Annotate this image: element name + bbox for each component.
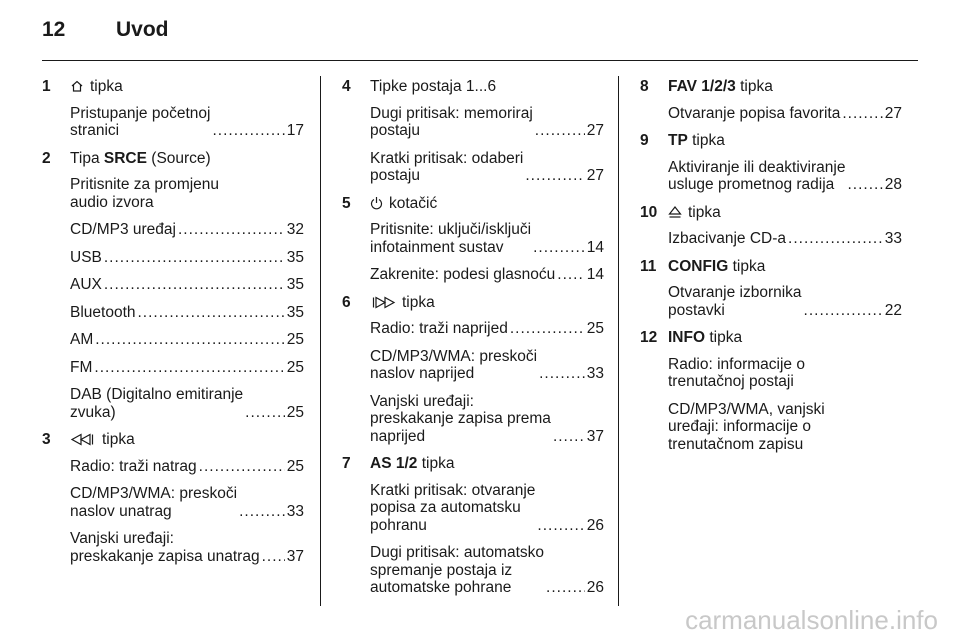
column-2 [342, 78, 604, 597]
leader-dots [104, 249, 285, 267]
header-rule [42, 60, 918, 61]
column-1 [42, 78, 304, 565]
list-item-12 [640, 329, 902, 347]
home-icon [70, 79, 84, 93]
page-header [42, 18, 169, 42]
page-reference [370, 221, 604, 256]
ref-label: Pristupanje početnoj stranici [70, 104, 211, 139]
item-number: 10 [640, 203, 658, 221]
page-reference [370, 482, 604, 535]
page-ref: 37 [586, 427, 604, 445]
ref-label: Otvaranje izbornika postavki [668, 284, 802, 319]
item-title: tipka [402, 293, 435, 311]
ref-label: USB [70, 248, 102, 266]
page-reference [668, 159, 902, 194]
page-ref: 25 [286, 331, 304, 348]
item-title: tipka [709, 329, 743, 346]
list-item-9 [640, 132, 902, 150]
leader-dots [95, 331, 285, 349]
leader-dots [178, 221, 285, 239]
ref-label: CD/MP3/WMA: preskoči naslov unatrag [70, 485, 238, 520]
ref-label: CD/MP3 uređaj [70, 221, 176, 238]
item-title: tipka [740, 78, 773, 95]
item-number: 1 [42, 78, 51, 95]
page-number: 12 [42, 18, 66, 41]
page-ref: 37 [286, 547, 304, 565]
watermark: carmanualsonline.info [685, 605, 938, 635]
page-reference [70, 530, 304, 565]
list-item-11 [640, 258, 902, 276]
leader-dots [535, 122, 585, 140]
item-description: Pritisnite za promjenu audio izvora [70, 176, 220, 211]
page-ref: 25 [286, 358, 304, 376]
page-reference [70, 276, 304, 294]
ref-label: DAB (Digitalno emitiranje zvuka) [70, 386, 244, 421]
leader-dots [788, 230, 883, 248]
ref-label: Otvaranje popisa favorita [668, 104, 841, 122]
item-number: 4 [342, 78, 351, 95]
leader-dots [557, 266, 584, 284]
column-divider [618, 76, 619, 606]
ref-label: CD/MP3/WMA: preskoči naslov naprijed [370, 347, 538, 382]
section-title: Uvod [116, 18, 169, 41]
page-ref: 14 [586, 266, 604, 283]
page-ref: 28 [884, 176, 902, 193]
item-title: tipka [732, 257, 766, 275]
seek-back-icon [70, 433, 96, 446]
item-number: 12 [640, 329, 658, 346]
ref-label: Pritisnite: uključi/isključi infotainment sustav [370, 221, 532, 256]
page-ref: 26 [586, 516, 604, 534]
item-suffix: (Source) [151, 149, 211, 167]
page-ref: 35 [286, 248, 304, 266]
page-ref: 25 [586, 320, 604, 337]
leader-dots [842, 105, 882, 123]
leader-dots [212, 122, 284, 140]
item-number: 9 [640, 132, 649, 149]
item-title: Tipke postaja 1...6 [370, 78, 497, 95]
page-ref: 27 [586, 122, 604, 139]
leader-dots [262, 548, 285, 566]
item-title: tipka [102, 431, 135, 448]
page-reference [70, 359, 304, 377]
leader-dots [553, 428, 585, 446]
page-ref: 26 [586, 579, 604, 596]
list-item-4 [342, 78, 604, 96]
leader-dots [847, 176, 882, 194]
ref-label: AM [70, 331, 94, 348]
page-reference [70, 485, 304, 520]
page-ref: 14 [586, 238, 604, 256]
item-number: 5 [342, 194, 351, 212]
ref-label: Kratki pritisak: odaberi postaju [370, 149, 524, 184]
ref-label: Kratki pritisak: otvaranje popisa za automatsku pohranu [370, 481, 536, 534]
page-reference [70, 458, 304, 476]
leader-dots [510, 320, 585, 338]
leader-dots [138, 304, 285, 322]
page-ref: 27 [586, 167, 604, 184]
list-item-6 [342, 294, 604, 312]
ref-label: Vanjski uređaji: preskakanje zapisa unatrag [70, 530, 260, 565]
item-title: tipka [90, 78, 123, 95]
item-title: tipka [688, 203, 721, 221]
item-title: kotačić [389, 194, 438, 212]
item-number: 7 [342, 455, 351, 472]
item-description: Radio: informacije o trenutačnoj postaji [668, 355, 805, 390]
ref-label: Radio: traži natrag [70, 457, 197, 475]
leader-dots [546, 579, 585, 597]
page-reference [70, 386, 304, 421]
ref-label: Dugi pritisak: memoriraj postaju [370, 104, 533, 139]
page-ref: 33 [884, 230, 902, 247]
page-reference [70, 331, 304, 349]
page-ref: 22 [884, 301, 902, 319]
leader-dots [104, 276, 285, 294]
page-reference [70, 304, 304, 322]
list-item-5 [342, 195, 604, 213]
list-item-8 [640, 78, 902, 96]
page-reference [370, 348, 604, 383]
item-number: 2 [42, 149, 51, 167]
page-ref: 25 [286, 457, 304, 475]
ref-label: Zakrenite: podesi glasnoću [370, 266, 556, 283]
list-item-1 [42, 78, 304, 96]
list-item-2 [42, 150, 304, 168]
leader-dots [539, 365, 585, 383]
page-reference [370, 393, 604, 446]
ref-label: Aktiviranje ili deaktiviranje usluge prometnog radija [668, 158, 846, 193]
item-number: 3 [42, 431, 51, 448]
list-item-10 [640, 204, 902, 222]
ref-label: Dugi pritisak: automatsko spremanje postaja iz automatske pohrane [370, 544, 545, 596]
key-name: CONFIG [668, 257, 729, 275]
power-icon [370, 196, 383, 210]
page-reference [370, 544, 604, 597]
page-reference [370, 150, 604, 185]
column-3 [640, 78, 902, 453]
page-ref: 25 [286, 403, 304, 421]
key-name: FAV 1/2/3 [668, 78, 736, 95]
column-divider [320, 76, 321, 606]
leader-dots [199, 458, 285, 476]
leader-dots [533, 239, 585, 257]
leader-dots [245, 404, 285, 422]
leader-dots [537, 517, 584, 535]
item-prefix: Tipa [70, 149, 100, 167]
ref-label: Vanjski uređaji: preskakanje zapisa prema naprijed [370, 392, 551, 445]
leader-dots [94, 359, 284, 377]
eject-icon [668, 205, 682, 219]
page-ref: 27 [884, 104, 902, 122]
key-name: AS 1/2 [370, 455, 418, 472]
page-reference [70, 221, 304, 239]
page-reference [668, 105, 902, 123]
page-reference [370, 105, 604, 140]
leader-dots [525, 167, 584, 185]
seek-forward-icon [370, 296, 396, 309]
ref-label: FM [70, 358, 93, 376]
page-ref: 32 [286, 221, 304, 238]
page-ref: 35 [286, 303, 304, 321]
ref-label: Radio: traži naprijed [370, 320, 508, 337]
page-ref: 17 [286, 122, 304, 139]
page-ref: 35 [286, 276, 304, 293]
leader-dots [239, 503, 285, 521]
page-reference [70, 105, 304, 140]
page-ref: 33 [286, 502, 304, 520]
list-item-7 [342, 455, 604, 473]
item-number: 11 [640, 257, 657, 275]
ref-label: Izbacivanje CD-a [668, 230, 787, 247]
page-reference [370, 266, 604, 284]
item-title: tipka [692, 132, 725, 149]
page-reference [668, 284, 902, 319]
ref-label: AUX [70, 276, 102, 293]
key-name: INFO [668, 329, 706, 346]
page-reference [370, 320, 604, 338]
item-title: tipka [421, 455, 455, 472]
page-ref: 33 [586, 365, 604, 382]
page-reference [668, 230, 902, 248]
item-description: CD/MP3/WMA, vanjski uređaji: informacije o trenutačnom zapisu [668, 400, 825, 453]
ref-label: Bluetooth [70, 303, 136, 321]
item-number: 6 [342, 293, 351, 311]
list-item-3 [42, 431, 304, 449]
page-reference [70, 249, 304, 267]
leader-dots [804, 302, 883, 320]
key-name: SRCE [103, 149, 147, 167]
item-number: 8 [640, 78, 649, 95]
key-name: TP [668, 132, 688, 149]
